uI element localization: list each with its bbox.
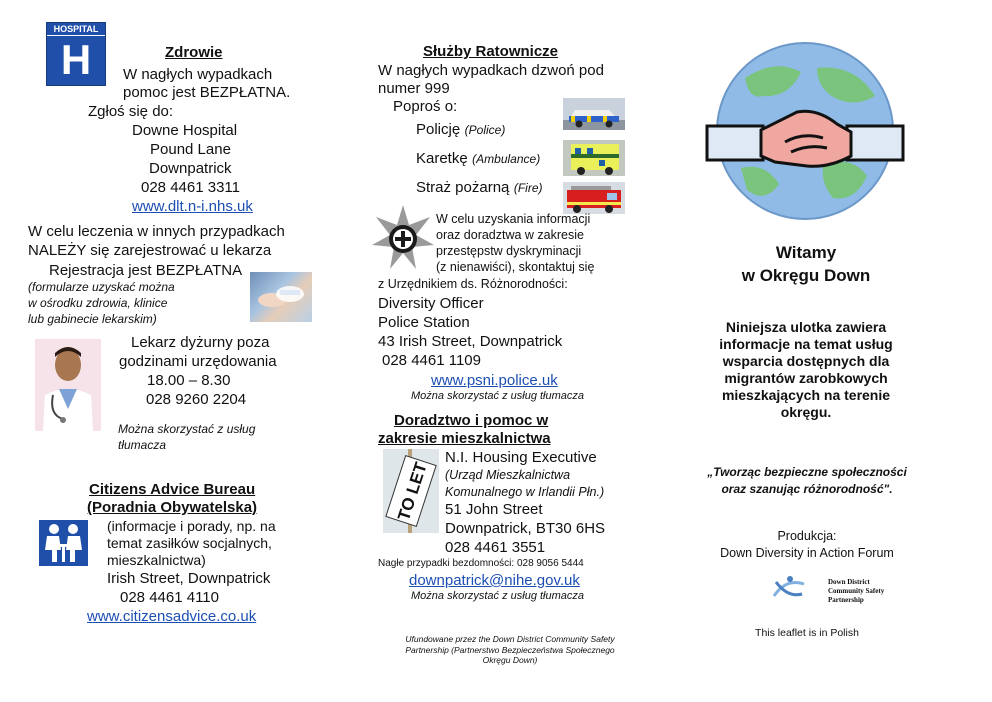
hospital-street: Pound Lane <box>150 141 231 158</box>
hospital-sign-icon <box>46 22 106 86</box>
cab-people-icon <box>39 520 88 566</box>
csp-logo-line3: Partnership <box>828 596 864 604</box>
health-line2: pomoc jest BEZPŁATNA. <box>123 84 291 101</box>
gp-line2: NALEŻY się zarejestrować u lekarza <box>28 242 272 259</box>
welcome-title1: Witamy <box>775 243 837 262</box>
housing-pl1: (Urząd Mieszkalnictwa <box>445 468 571 482</box>
cab-desc3: mieszkalnictwa) <box>107 552 206 568</box>
police-car-photo <box>563 98 625 130</box>
housing-addr1: 51 John Street <box>445 501 543 518</box>
cab-url-link[interactable]: www.citizensadvice.co.uk <box>87 608 257 625</box>
cab-phone: 028 4461 4110 <box>120 589 219 606</box>
intro-line2: informacje na temat usług <box>719 336 893 352</box>
intro-line3: wsparcia dostępnych dla <box>722 353 890 369</box>
hate-line3: przestępstw dyskryminacji <box>436 244 582 258</box>
hospital-town: Downpatrick <box>149 160 232 177</box>
health-heading: Zdrowie <box>165 44 223 61</box>
intro-line6: okręgu. <box>780 404 832 420</box>
homeless-line: Nagłe przypadki bezdomności: 028 9056 5444 <box>378 558 584 569</box>
emergency-ask: Poproś o: <box>393 98 458 115</box>
housing-heading1: Doradztwo i pomoc w <box>394 412 549 429</box>
hate-line4: (z nienawiści), skontaktuj się <box>436 260 595 274</box>
emergency-line2: numer 999 <box>378 80 450 97</box>
cab-desc2: temat zasiłków socjalnych, <box>107 535 272 551</box>
police-label-en: (Police) <box>464 123 506 137</box>
fire-item <box>416 179 543 197</box>
ambulance-photo <box>563 140 625 176</box>
hospital-url-link[interactable]: www.dlt.n-i.nhs.uk <box>132 198 253 215</box>
housing-addr2: Downpatrick, BT30 6HS <box>445 520 606 537</box>
gp-line3: Rejestracja jest BEZPŁATNA <box>49 262 243 279</box>
housing-heading2: zakresie mieszkalnictwa <box>378 430 551 447</box>
doctor-photo <box>35 339 101 431</box>
oncall-phone: 028 9260 2204 <box>146 391 247 408</box>
cab-address: Irish Street, Downpatrick <box>107 570 271 587</box>
oncall-interp1: Można skorzystać z usług <box>118 422 256 436</box>
welcome-title2: w Okręgu Down <box>741 266 871 285</box>
diversity-officer: Diversity Officer <box>378 295 484 312</box>
hospital-name: Downe Hospital <box>132 122 238 139</box>
hate-line2: oraz doradztwa w zakresie <box>436 228 584 242</box>
oncall-line2: godzinami urzędowania <box>119 353 277 370</box>
hate-line1: W celu uzyskania informacji <box>436 212 591 226</box>
csp-logo-line1: Down District <box>828 578 870 586</box>
housing-name: N.I. Housing Executive <box>445 449 597 466</box>
language-note: This leaflet is in Polish <box>755 627 859 639</box>
housing-interp: Można skorzystać z usług tłumacza <box>411 590 585 602</box>
gp-note1: (formularze uzyskać można <box>28 280 175 294</box>
oncall-line1: Lekarz dyżurny poza <box>131 334 270 351</box>
police-item <box>416 121 505 139</box>
csp-logo-icon <box>772 574 806 602</box>
psni-badge-icon <box>372 205 434 269</box>
police-station: Police Station <box>378 314 470 331</box>
ambulance-label: Karetkę <box>416 150 468 167</box>
health-report: Zgłoś się do: <box>88 103 174 120</box>
fire-engine-photo <box>563 182 625 214</box>
production-label: Produkcja: <box>777 529 837 543</box>
intro-line5: mieszkających na terenie <box>721 387 891 403</box>
to-let-sign-photo <box>383 449 439 533</box>
ambulance-label-en: (Ambulance) <box>472 152 541 166</box>
to-let-sign-text: TO LET <box>394 459 431 523</box>
gp-line1: W celu leczenia w innych przypadkach <box>28 223 285 240</box>
oncall-hours: 18.00 – 8.30 <box>147 372 231 389</box>
emergency-line1: W nagłych wypadkach dzwoń pod <box>378 62 604 79</box>
intro-line4: migrantów zarobkowych <box>724 370 888 386</box>
gp-note3: lub gabinecie lekarskim) <box>28 312 157 326</box>
slogan-line2: oraz szanując różnorodność". <box>721 482 893 496</box>
cab-desc1: (informacje i porady, np. na <box>107 518 276 534</box>
funding-footer: Ufundowane przez the Down District Community Safety Partnership (Partnerstwo Bezpieczeństwa Społecznego Okręgu Down) <box>405 634 615 666</box>
medical-hands-photo <box>250 272 312 322</box>
health-line1: W nagłych wypadkach <box>123 66 273 83</box>
police-phone: 028 4461 1109 <box>382 352 481 369</box>
slogan-line1: „Tworząc bezpieczne społeczności <box>707 465 907 479</box>
production-name: Down Diversity in Action Forum <box>720 546 894 560</box>
hospital-phone: 028 4461 3311 <box>141 179 240 196</box>
fire-label: Straż pożarną <box>416 179 510 196</box>
housing-email-link[interactable]: downpatrick@nihe.gov.uk <box>409 572 580 589</box>
housing-phone: 028 4461 3551 <box>445 539 546 556</box>
cab-heading2: (Poradnia Obywatelska) <box>87 499 258 516</box>
hate-interp: Można skorzystać z usług tłumacza <box>411 390 585 402</box>
cab-heading1: Citizens Advice Bureau <box>89 481 256 498</box>
housing-pl2: Komunalnego w Irlandii Płn.) <box>445 485 605 499</box>
emergency-heading: Służby Ratownicze <box>423 43 559 60</box>
police-address: 43 Irish Street, Downpatrick <box>378 333 563 350</box>
intro-line1: Niniejsza ulotka zawiera <box>725 319 887 335</box>
gp-note2: w ośrodku zdrowia, klinice <box>28 296 168 310</box>
ambulance-item <box>416 150 540 168</box>
hospital-sign-letter: H <box>60 36 92 83</box>
fire-label-en: (Fire) <box>513 181 543 195</box>
hospital-sign-label: HOSPITAL <box>47 23 105 36</box>
hate-line5: z Urzędnikiem ds. Różnorodności: <box>378 277 568 291</box>
police-label: Policję <box>416 121 461 138</box>
csp-logo-line2: Community Safety <box>828 587 885 595</box>
oncall-interp2: tłumacza <box>118 438 167 452</box>
handshake-globe-icon <box>705 38 905 224</box>
psni-url-link[interactable]: www.psni.police.uk <box>431 372 558 389</box>
